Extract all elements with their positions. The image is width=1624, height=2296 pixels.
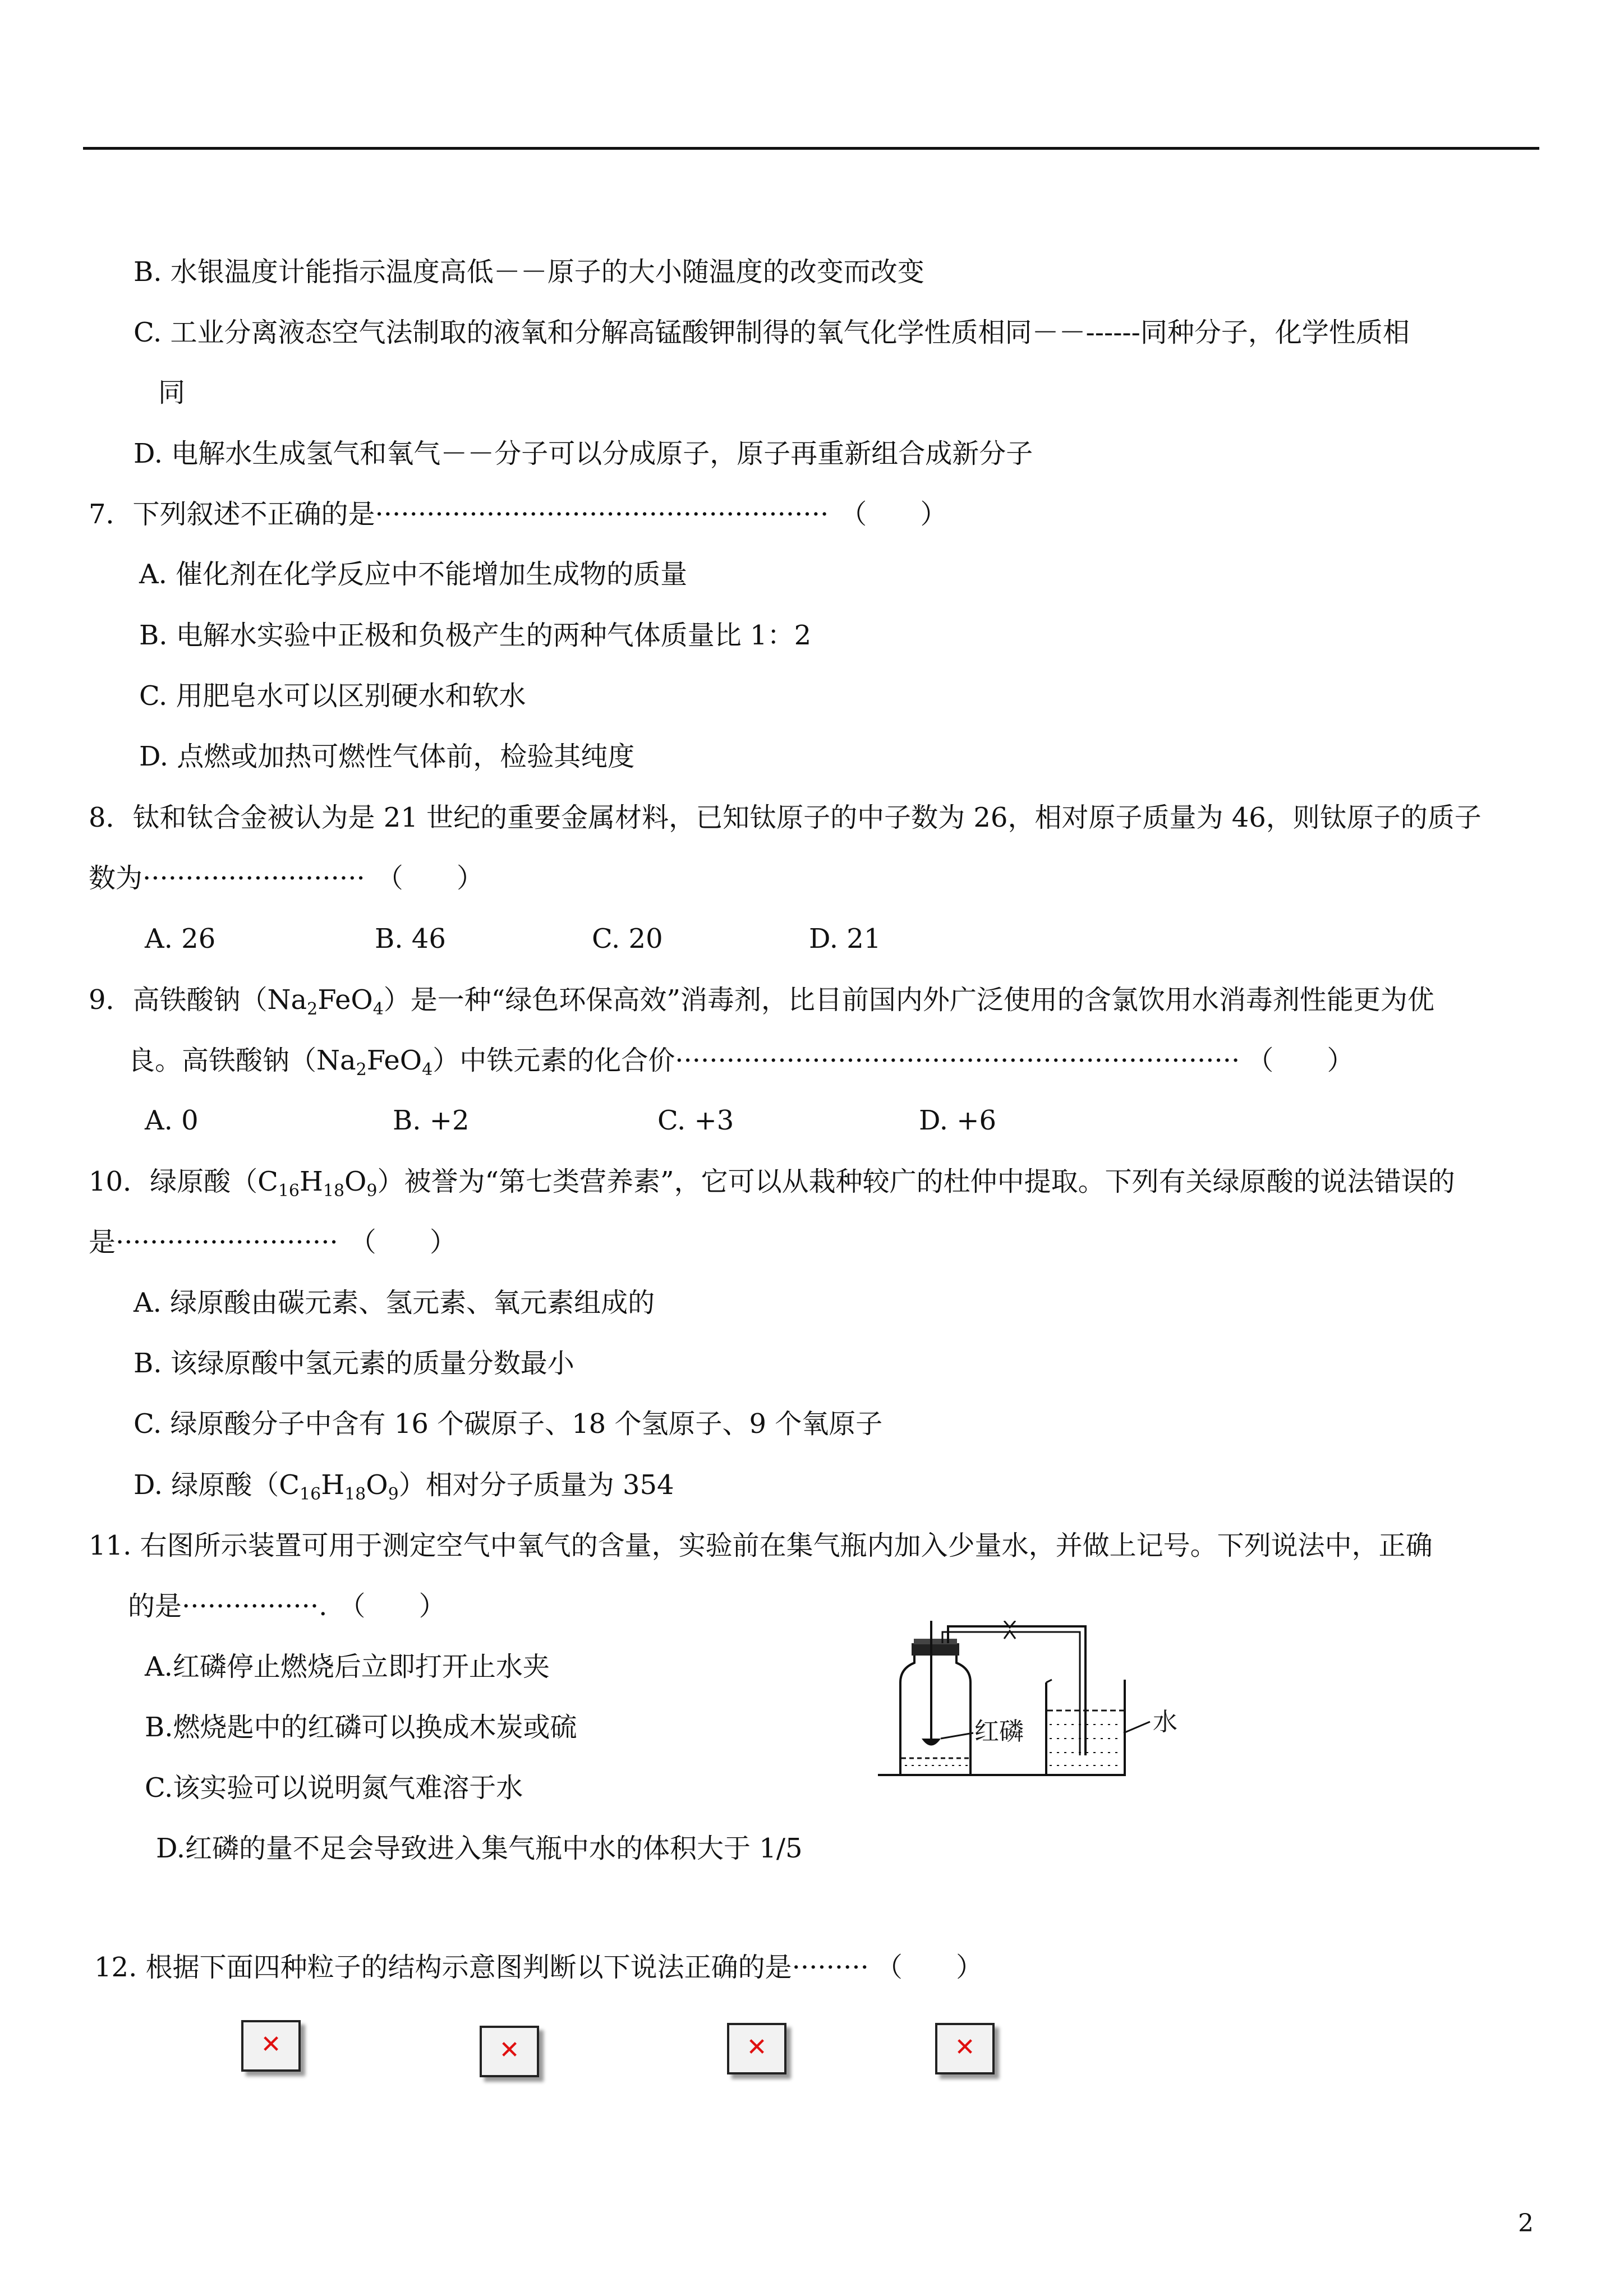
q8-answer-blank: （ ） bbox=[376, 863, 484, 894]
broken-image-icon: ✕ bbox=[260, 2030, 282, 2059]
q8-option-d: D. 21 bbox=[809, 923, 881, 955]
apparatus-drawing bbox=[878, 1621, 1192, 1789]
q9-text: FeO bbox=[318, 984, 373, 1016]
q10-subscript: 9 bbox=[366, 1181, 378, 1201]
q10-option-d bbox=[134, 1468, 674, 1502]
q12-answer-blank: （ ） bbox=[875, 1952, 983, 1983]
q9-subscript: 4 bbox=[372, 999, 384, 1019]
q6-option-b: B. 水银温度计能指示温度高低－－原子的大小随温度的改变而改变 bbox=[134, 256, 924, 288]
particle-diagram-4-broken-image bbox=[935, 2023, 995, 2074]
broken-image-icon: ✕ bbox=[746, 2033, 767, 2062]
combustion-spoon bbox=[922, 1739, 941, 1746]
q9-text: ）中铁元素的化合价·································································· bbox=[433, 1045, 1240, 1076]
particle-diagram-3-broken-image bbox=[727, 2023, 786, 2074]
q10-text: H bbox=[300, 1166, 323, 1197]
beaker-lip bbox=[1046, 1680, 1052, 1682]
q8-stem-text: 数为·························· bbox=[89, 863, 365, 894]
q11-option-d: D.红磷的量不足会导致进入集气瓶中水的体积大于 1/5 bbox=[156, 1833, 803, 1864]
q10-text: 10．绿原酸（C bbox=[89, 1166, 278, 1197]
broken-image-icon: ✕ bbox=[954, 2033, 976, 2062]
q7-answer-blank: （ ） bbox=[840, 499, 947, 530]
q11-option-b: B.燃烧匙中的红磷可以换成木炭或硫 bbox=[145, 1712, 577, 1743]
q9-text: ）是一种“绿色环保高效”消毒剂，比目前国内外广泛使用的含氯饮用水消毒剂性能更为优 bbox=[383, 984, 1434, 1016]
header-rule bbox=[83, 147, 1539, 150]
broken-image-icon: ✕ bbox=[499, 2036, 520, 2064]
q9-answer-blank: （ ） bbox=[1246, 1045, 1354, 1076]
q8-option-c: C. 20 bbox=[592, 923, 663, 955]
q8-option-b: B. 46 bbox=[375, 923, 446, 955]
oxygen-measurement-apparatus bbox=[878, 1621, 1192, 1791]
q9-subscript: 4 bbox=[422, 1060, 433, 1080]
q7-option-c: C. 用肥皂水可以区别硬水和软水 bbox=[139, 680, 526, 712]
label-water: 水 bbox=[1153, 1708, 1177, 1736]
q8-stem-line2 bbox=[89, 861, 484, 895]
q6-option-d: D. 电解水生成氢气和氧气－－分子可以分成原子，原子再重新组合成新分子 bbox=[134, 438, 1033, 469]
q11-option-a: A.红磷停止燃烧后立即打开止水夹 bbox=[145, 1651, 550, 1682]
q11-stem-line1: 11. 右图所示装置可用于测定空气中氧气的含量，实验前在集气瓶内加入少量水，并做上记号。下列说法中，正确 bbox=[89, 1530, 1433, 1561]
q10-stem-line1 bbox=[89, 1165, 1455, 1201]
phosphorus-pointer bbox=[941, 1733, 973, 1739]
particle-diagram-2-broken-image bbox=[480, 2026, 539, 2077]
q11-stem-text: 的是················. bbox=[128, 1590, 328, 1622]
q10-stem-line2 bbox=[89, 1225, 457, 1259]
q12-stem bbox=[94, 1951, 983, 1984]
q10-text: ）相对分子质量为 354 bbox=[398, 1469, 674, 1501]
q10-stem-text: 是·························· bbox=[89, 1227, 338, 1258]
q12-stem-text: 12. 根据下面四种粒子的结构示意图判断以下说法正确的是········· bbox=[94, 1952, 869, 1983]
q6-option-c-line1: C. 工业分离液态空气法制取的液氧和分解高锰酸钾制得的氧气化学性质相同－－------同种分子，化学性质相 bbox=[134, 317, 1410, 348]
q11-option-c: C.该实验可以说明氮气难溶于水 bbox=[145, 1772, 523, 1804]
rubber-stopper bbox=[912, 1643, 959, 1656]
q10-answer-blank: （ ） bbox=[349, 1227, 457, 1258]
q6-option-c-line2: 同 bbox=[158, 377, 186, 408]
q10-option-b: B. 该绿原酸中氢元素的质量分数最小 bbox=[134, 1348, 574, 1379]
q10-text: ）被誉为“第七类营养素”，它可以从栽种较广的杜仲中提取。下列有关绿原酸的说法错误的 bbox=[377, 1166, 1455, 1197]
q9-option-d: D. +6 bbox=[919, 1105, 997, 1136]
q7-option-d: D. 点燃或加热可燃性气体前，检验其纯度 bbox=[139, 741, 635, 772]
q10-subscript: 18 bbox=[344, 1484, 366, 1504]
q10-option-a: A. 绿原酸由碳元素、氢元素、氧元素组成的 bbox=[134, 1287, 655, 1318]
stopper-top bbox=[914, 1639, 957, 1644]
particle-diagram-1-broken-image bbox=[241, 2020, 301, 2072]
page-number: 2 bbox=[1518, 2209, 1534, 2238]
label-red-phosphorus: 红磷 bbox=[974, 1717, 1024, 1746]
q10-text: H bbox=[321, 1469, 345, 1501]
q9-stem-line1 bbox=[89, 983, 1434, 1017]
q11-answer-blank: （ ） bbox=[338, 1590, 446, 1622]
q10-subscript: 9 bbox=[388, 1484, 399, 1504]
q10-text: O bbox=[366, 1469, 388, 1501]
q10-option-c: C. 绿原酸分子中含有 16 个碳原子、18 个氢原子、9 个氧原子 bbox=[134, 1408, 883, 1440]
q8-option-a: A. 26 bbox=[145, 923, 216, 955]
q11-stem-line2 bbox=[128, 1589, 446, 1623]
q9-stem-line2 bbox=[128, 1044, 1354, 1080]
q9-subscript: 2 bbox=[356, 1060, 367, 1080]
q10-subscript: 16 bbox=[278, 1181, 300, 1201]
q10-text: D. 绿原酸（C bbox=[134, 1469, 300, 1501]
q9-option-c: C. +3 bbox=[657, 1105, 734, 1136]
q7-option-a: A. 催化剂在化学反应中不能增加生成物的质量 bbox=[139, 559, 688, 590]
q7-option-b: B. 电解水实验中正极和负极产生的两种气体质量比 1：2 bbox=[139, 620, 812, 651]
q10-text: O bbox=[344, 1166, 367, 1197]
q9-text: 9．高铁酸钠（Na bbox=[89, 984, 307, 1016]
q9-option-b: B. +2 bbox=[393, 1105, 470, 1136]
q9-subscript: 2 bbox=[307, 999, 318, 1019]
q7-stem-text: 7．下列叙述不正确的是····················································· bbox=[89, 499, 829, 530]
q9-option-a: A. 0 bbox=[145, 1105, 199, 1136]
q9-text: 良。高铁酸钠（Na bbox=[128, 1045, 356, 1076]
water-pointer bbox=[1124, 1722, 1150, 1733]
gas-jar bbox=[900, 1654, 970, 1775]
q8-stem-line1: 8．钛和钛合金被认为是 21 世纪的重要金属材料，已知钛原子的中子数为 26，相对原子质量为 46，则钛原子的质子 bbox=[89, 802, 1482, 833]
q10-subscript: 18 bbox=[323, 1181, 345, 1201]
q9-text: FeO bbox=[366, 1045, 422, 1076]
q7-stem bbox=[89, 497, 947, 531]
q10-subscript: 16 bbox=[300, 1484, 321, 1504]
